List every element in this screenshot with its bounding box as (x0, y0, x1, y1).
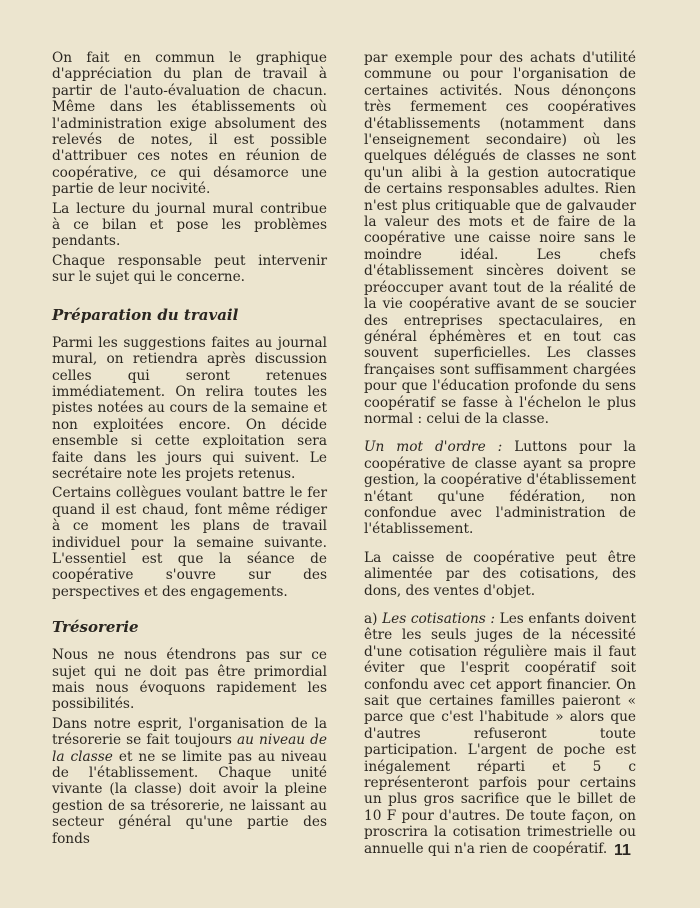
text-run: Les enfants doivent être les seuls juges de la nécessité d'une cotisation régulière mais il faut éviter que l'esprit coopératif soit confondu avec cet apport financier. On sait que certaines familles paieront « parce que c'est l'habitude » alors que d'autres refuseront toute participation. L'argent de poche est inégalement réparti et 5 c représenteront parfois pour certains un plus gros sacrifice que le billet de 10 F pour d'autres. De toute façon, on proscrira la cotisation trimestrielle ou annuelle qui n'a rien de coopératif. (364, 611, 636, 857)
section-heading-tresorerie: Trésorerie (52, 618, 139, 637)
paragraph (364, 611, 636, 857)
paragraph: La lecture du journal mural contribue à ce bilan et pose les problèmes pendants. (52, 200, 327, 250)
emphasis: Les cotisations : (382, 611, 496, 627)
paragraph: Nous ne nous étendrons pas sur ce sujet qui ne doit pas être primordial mais nous évoquons rapidement les possibilités. (52, 647, 327, 713)
paragraph: La caisse de coopérative peut être alimentée par des cotisations, des dons, des ventes d'objet. (364, 549, 636, 599)
right-column (364, 50, 636, 857)
text-run: Luttons pour la coopérative de classe ayant sa propre gestion, la coopérative d'établissement n'étant qu'une fédération, non confondue avec l'administration de l'établissement. (364, 439, 637, 538)
paragraph (364, 439, 636, 537)
text-run: a) (364, 611, 383, 627)
emphasis: au niveau de la classe (52, 732, 327, 765)
paragraph: Chaque responsable peut intervenir sur le sujet qui le concerne. (52, 252, 327, 286)
section-heading-preparation: Préparation du travail (52, 305, 239, 324)
emphasis: Un mot d'ordre : (364, 439, 503, 456)
text-run: et ne se limite pas au niveau de l'établissement. Chaque unité vivante (la classe) doit avoir la pleine gestion de sa trésorerie, ne laissant au secteur général qu'une partie des fonds (52, 748, 327, 847)
page-number: 11 (614, 842, 631, 859)
paragraph: Certains collègues voulant battre le fer quand il est chaud, font même rédiger à ce moment les plans de travail individuel pour la semaine suivante. L'essentiel est que la séance de coopérative s'ouvre sur des perspectives et des engagements. (52, 485, 327, 600)
paragraph: On fait en commun le graphique d'appréciation du plan de travail à partir de l'auto-évaluation de chacun. Même dans les établissements où l'administration exige absolument des relevés de notes, il est possible d'attribuer ces notes en réunion de coopérative, ce qui désamorce une partie de leur nocivité. (52, 50, 327, 198)
paragraph: Parmi les suggestions faites au journal mural, on retiendra après discussion celles qui seront retenues immédiatement. On relira toutes les pistes notées au cours de la semaine et non exploitées encore. On décide ensemble si cette exploitation sera faite dans les jours qui suivent. Le secrétaire note les projets retenus. (52, 334, 327, 482)
text-run: Dans notre esprit, l'organisation de la trésorerie se fait toujours (52, 715, 327, 749)
paragraph (52, 716, 327, 847)
left-column (52, 50, 327, 847)
paragraph: par exemple pour des achats d'utilité commune ou pour l'organisation de certaines activités. Nous dénonçons très fermement ces coopératives d'établissements (notamment dans l'enseignement secondaire) où les quelques délégués de classes ne sont qu'un alibi à la gestion autocratique de certains responsables adultes. Rien n'est plus critiquable que de galvauder la valeur des mots et de faire de la coopérative une caisse noire sans le moindre idéal. Les chefs d'établissement sincères doivent se préoccuper avant tout de la réalité de la vie coopérative avant de se soucier des entreprises spectaculaires, en général éphémères et en tout cas souvent superficielles. Les classes françaises sont suffisamment chargées pour que l'éducation profonde du sens coopératif se fasse à l'échelon le plus normal : celui de la classe. (364, 50, 636, 427)
